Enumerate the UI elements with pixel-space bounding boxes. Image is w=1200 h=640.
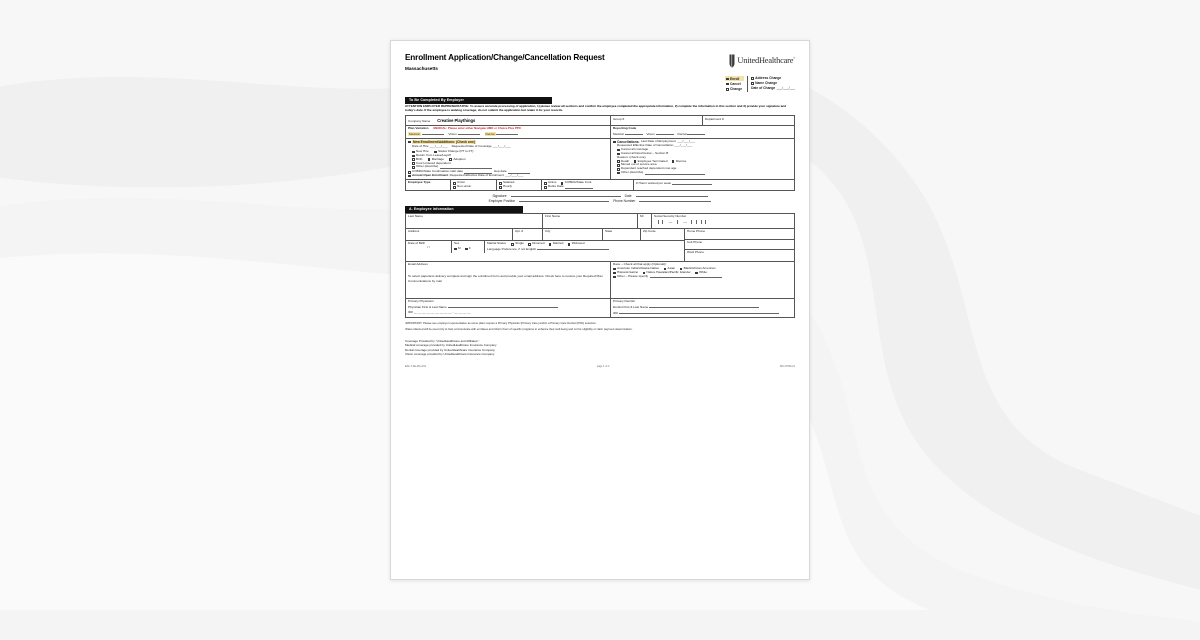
sex-cell[interactable] [452, 241, 485, 253]
dentist-id-input[interactable] [619, 311, 779, 314]
race-american-indian-label: American Indian/Alaska Native [616, 266, 660, 271]
employer-position-row [405, 199, 795, 204]
address-left-group [406, 229, 684, 261]
race-black-label: Black/African American [683, 266, 716, 271]
race-other-input[interactable] [650, 275, 722, 278]
retire-date-input[interactable] [565, 186, 593, 189]
plan-medical-label: Medical [409, 131, 420, 136]
new-hire-label: New Hire [415, 149, 429, 154]
non-union-checkbox[interactable] [453, 186, 456, 189]
birth-checkbox[interactable] [412, 158, 415, 161]
work-phone-cell[interactable] [685, 250, 794, 261]
reporting-medical-input[interactable] [625, 132, 643, 135]
secondary-action-column [747, 76, 795, 91]
date-of-hire-label: Date of Hire [412, 144, 429, 149]
name-row [406, 214, 794, 229]
hours-worked-input[interactable] [672, 181, 712, 184]
home-phone-label: Home Phone [687, 229, 706, 234]
email-label: Email Address [408, 262, 428, 267]
name-change-checkbox[interactable] [751, 82, 754, 85]
mi-label: MI [640, 214, 644, 219]
change-label: Change [729, 87, 743, 92]
language-input[interactable] [537, 247, 609, 250]
date-of-change-input[interactable]: ___/___/___ [776, 85, 795, 90]
moved-out-of-area-label: Moved out of service area [620, 162, 657, 167]
enroll-label: Enroll [729, 76, 740, 81]
form-page [390, 40, 810, 580]
requested-effective-cancellation-label: Requested Effective Date of Cancellation [617, 143, 674, 148]
race-hispanic-label: Hispanic/Latino [616, 270, 639, 275]
address-row [406, 229, 794, 262]
reporting-code-fields [613, 132, 792, 137]
death-label: Death [620, 158, 630, 163]
annual-open-enrollment-row [408, 174, 608, 178]
address-cell[interactable] [406, 229, 513, 240]
race-white-label: White [699, 270, 708, 275]
annual-open-enrollment-rest: Requested Effective Date of Enrollment [449, 173, 504, 178]
dob-input[interactable]: / / [427, 245, 430, 250]
cancel-other-checkbox[interactable] [617, 172, 620, 175]
ssn-dash-1: — [668, 219, 673, 224]
dependent-max-age-checkbox[interactable] [617, 168, 620, 171]
ssn-dash-2: — [683, 219, 687, 224]
reporting-dental-input[interactable] [687, 132, 705, 135]
zip-cell[interactable] [641, 229, 684, 240]
race-hispanic-checkbox[interactable] [613, 272, 616, 275]
attention-text: ATTENTION EMPLOYER REPRESENTATIVE: To assure accurate processing of application, 1) please review all sections and confirm the employee completed the appropriate information, 2) complete the information in this section and 3) provide your signature and today's date. If the employee is waiving coverage, do not submit the application but retain it for your records. [405, 104, 787, 113]
cobra-checkbox[interactable] [408, 171, 411, 174]
non-union-row [453, 185, 494, 189]
reporting-vision-input[interactable] [656, 132, 674, 135]
employee-type-label-cell [406, 180, 451, 190]
non-union-label: Non-union [456, 184, 472, 189]
cancellation-checkbox[interactable] [613, 141, 616, 144]
employee-type-row [406, 180, 794, 190]
plan-variation-cell [406, 126, 611, 138]
cancel-checkbox-row[interactable] [725, 82, 744, 87]
apt-label: Apt. # [515, 229, 524, 234]
marital-single-checkbox[interactable] [511, 243, 514, 246]
enrollment-cancellation-row [406, 139, 794, 180]
race-native-hawaiian-label: Native Hawaiian/Pacific Islander [646, 270, 691, 275]
primary-physician-heading: Primary Physician¹ [408, 299, 434, 304]
court-ordered-dependent-label: Court ordered dependent [415, 160, 451, 165]
providers-row [406, 299, 794, 317]
cobra-label: COBRA/State Continuation start date [411, 169, 464, 174]
divorce-label: Divorce [675, 158, 687, 163]
reason-row-4 [617, 171, 792, 175]
sex-label: Sex [454, 241, 460, 246]
company-name-value: Creative Playthings [437, 117, 476, 123]
primary-physician-cell [406, 299, 611, 317]
date-of-change-label: Date of Change [751, 85, 776, 90]
dentist-name-input[interactable] [649, 305, 759, 308]
date-of-change-row[interactable] [751, 86, 795, 90]
coverage-block [405, 339, 795, 357]
plan-medical-input[interactable] [422, 132, 444, 135]
last-date-employment-input[interactable]: ___/___/___ [677, 139, 696, 144]
email-cell[interactable] [406, 262, 611, 298]
race-other-label: Other – Please specify [616, 273, 649, 278]
change-checkbox[interactable] [726, 88, 729, 91]
marriage-label: Marriage [431, 156, 444, 161]
requested-coverage-input[interactable]: ___/___/___ [492, 144, 511, 149]
address-change-label: Address Change [755, 76, 782, 81]
brand-name [737, 56, 795, 67]
group-number-cell[interactable] [611, 116, 703, 124]
reason-label: Reason: (check one) [617, 154, 646, 159]
physician-id-label: ID# [408, 310, 413, 315]
address-change-checkbox[interactable] [751, 77, 754, 80]
dob-marital-row [406, 241, 684, 253]
ssn-digit-9[interactable] [702, 220, 707, 224]
last-name-label: Last Name [408, 214, 423, 219]
dob-label: Date of Birth [408, 241, 426, 246]
work-phone-label: Work Phone [687, 250, 704, 255]
employer-position-label: Employer Position [488, 198, 516, 203]
signature-input[interactable] [511, 194, 621, 197]
employee-terminated-label: Employee Terminated [637, 158, 668, 163]
race-asian-label: Asian [667, 266, 676, 271]
plan-variation-note: MEDICAL: Please enter either Navigate HMO or Choice Plus PPO [433, 125, 521, 130]
department-number-cell[interactable] [703, 116, 794, 124]
action-select-group [405, 76, 795, 91]
marital-divorced-checkbox[interactable] [528, 243, 531, 246]
plan-variation-row [406, 126, 794, 139]
state-cell[interactable] [603, 229, 641, 240]
company-name-label: Company Name [408, 118, 431, 123]
race-heading: Race – Check all that apply (Optional)² [613, 262, 667, 267]
death-checkbox[interactable] [617, 160, 620, 163]
employer-phone-input[interactable] [639, 199, 711, 202]
marital-married-label: Married [552, 241, 564, 246]
retire-date-row [544, 185, 631, 189]
registered-mark: ® [793, 56, 795, 60]
race-white-checkbox[interactable] [695, 272, 698, 275]
reporting-dental-label: Dental [677, 131, 687, 136]
physician-id-row [408, 311, 608, 315]
company-name-cell[interactable] [406, 116, 611, 124]
employee-info-bar: A. Employee Information [405, 206, 523, 213]
marital-widowed-label: Widowed [571, 241, 585, 246]
cancel-label: Cancel [729, 82, 741, 87]
paperless-note: To select paperless delivery complete and sign the enrollment form and provide your email address. Check here to receive your Required Plan Communications by mail [408, 274, 603, 283]
marital-divorced-label: Divorced [532, 241, 545, 246]
dependent-max-age-label: Dependent reached dependent max age [620, 166, 677, 171]
active-checkbox[interactable] [544, 182, 547, 185]
apt-cell[interactable] [513, 229, 543, 240]
employer-position-input[interactable] [519, 199, 609, 202]
department-number-label: Department # [705, 116, 724, 121]
reporting-vision-label: Vision [646, 131, 655, 136]
physician-name-input[interactable] [448, 305, 558, 308]
signature-row [405, 191, 795, 199]
race-other-checkbox[interactable] [613, 276, 616, 279]
primary-action-column [725, 76, 744, 91]
reporting-code-cell [611, 126, 794, 138]
city-cell[interactable] [543, 229, 603, 240]
cancel-listed-below-label: Cancel all listed below – Section B [620, 150, 669, 155]
annual-open-enrollment-label: Annual Open Enrollment [411, 173, 449, 178]
return-from-leave-label: Return from Leave/Layoff [415, 152, 451, 157]
last-date-employment-label: Last Date of Employment [640, 139, 676, 144]
page-title: Enrollment Application/Change/Cancellation Request [405, 53, 605, 62]
physician-name-label: Physician First & Last Name [408, 305, 447, 310]
change-checkbox-row[interactable] [725, 87, 744, 92]
first-name-label: First Name [545, 214, 561, 219]
sex-female-label: F [468, 246, 471, 251]
dentist-name-label: Dentist First & Last Name [613, 305, 649, 310]
cancellation-heading: Cancellations: [616, 140, 640, 145]
hours-worked-label: # Hours worked per week [636, 181, 672, 186]
plan-variation-label: Plan Variation [408, 125, 429, 130]
cell-phone-cell[interactable] [685, 240, 794, 250]
sex-male-checkbox[interactable] [454, 248, 457, 251]
cobra-state-cont-label: COBRA/State Cont. [564, 180, 593, 185]
employer-phone-label: Phone Number [613, 198, 636, 203]
new-enrollment-heading: New Enrollment/Additions: (Check one) [412, 140, 475, 145]
cancel-other-label: Other (describe) [620, 170, 644, 175]
footnote-1: ¹IMPORTANT. Please see employer representative as some plans require a Primary Physician (Primary Care) and/or a Primary Care Dentist (PCD) selection. [405, 322, 597, 326]
language-row [487, 247, 682, 252]
dentist-id-label: ID# [613, 311, 618, 316]
plan-vision-input[interactable] [458, 132, 480, 135]
enroll-checkbox[interactable] [726, 78, 729, 81]
group-number-label: Group # [613, 116, 625, 121]
sex-male-label: M [457, 246, 461, 251]
ssn-cell[interactable] [652, 214, 794, 228]
cobra-stop-label: stop date [493, 169, 507, 174]
signature-date-label: Date [624, 193, 632, 198]
cancel-checkbox[interactable] [726, 83, 729, 86]
address-change-row[interactable] [751, 76, 795, 80]
hourly-row [499, 185, 539, 189]
physician-id-input[interactable]: __ __ __ __ __ __ __ __ __ - __ __ __ __ [413, 310, 471, 315]
date-of-hire-input[interactable]: ___/___/___ [429, 144, 448, 149]
requested-coverage-label: Requested Date of Coverage [451, 144, 492, 149]
zip-label: Zip Code [643, 229, 656, 234]
new-hire-checkbox[interactable] [412, 151, 415, 154]
sex-female-checkbox[interactable] [465, 248, 468, 251]
company-row [406, 116, 794, 125]
address-label: Address [408, 229, 420, 234]
retire-date-checkbox[interactable] [544, 186, 547, 189]
plan-dental-label: Dental [485, 131, 495, 136]
home-phone-cell[interactable] [685, 229, 794, 240]
plan-variation-fields [408, 132, 608, 137]
cell-phone-label: Cell Phone [687, 240, 703, 245]
annual-open-enrollment-date-input[interactable]: ___/___/___ [505, 173, 524, 178]
document-footer [405, 365, 795, 368]
email-race-row [406, 262, 794, 298]
address-line-row [406, 229, 684, 241]
cancel-all-coverage-label: Cancel all coverage [620, 147, 649, 152]
divorce-checkbox[interactable] [672, 160, 675, 163]
marital-widowed-checkbox[interactable] [568, 243, 571, 246]
ssn-boxes[interactable] [654, 220, 792, 224]
active-label: Active [547, 180, 557, 185]
employee-type-status-cell [542, 180, 634, 190]
dentist-id-row [613, 311, 792, 316]
employer-section-bar: To Be Completed By Employer [405, 97, 552, 104]
salaried-label: Salaried [502, 180, 515, 185]
state-subtitle: Massachusetts [405, 65, 438, 71]
city-label: City [545, 229, 551, 234]
birth-label: Birth [415, 156, 423, 161]
employee-type-pay-cell [497, 180, 542, 190]
employee-type-label: Employee Type [408, 180, 431, 185]
cancellation-cell [611, 139, 794, 179]
name-change-row[interactable] [751, 81, 795, 85]
first-name-cell[interactable] [543, 214, 638, 228]
name-change-label: Name Change [755, 81, 778, 86]
employer-details-box [405, 115, 795, 191]
last-name-cell[interactable] [406, 214, 543, 228]
coverage-line-4: Vision coverage provided by UnitedHealthcare Insurance Company [405, 352, 495, 357]
marital-married-checkbox[interactable] [549, 243, 552, 246]
court-ordered-dependent-checkbox[interactable] [412, 162, 415, 165]
footer-reference-code: MS-37601/21 [779, 364, 795, 368]
signature-block [405, 191, 795, 204]
dentist-name-row [613, 305, 792, 310]
dob-cell[interactable] [406, 241, 452, 253]
footer-form-code: EAF-T-3E-MA-3/21 [405, 364, 427, 368]
race-american-indian-checkbox[interactable] [613, 268, 616, 271]
hours-worked-cell [634, 180, 794, 190]
plan-vision-label: Vision [448, 131, 457, 136]
cancel-other-input[interactable] [645, 172, 705, 175]
marital-status-label: Marital Status [487, 241, 506, 246]
marital-single-label: Single [515, 241, 524, 246]
new-enrollment-cell [406, 139, 611, 179]
union-label: Union [456, 180, 466, 185]
providers-box [405, 299, 795, 318]
salaried-checkbox[interactable] [499, 182, 502, 185]
phones-column [684, 229, 794, 261]
uhc-shield-icon [729, 54, 735, 68]
other-describe-label: Other (describe) [415, 164, 439, 169]
unitedhealthcare-logo [729, 54, 795, 68]
coverage-line-3: Dental coverage provided by UnitedHealthcare Insurance Company [405, 347, 495, 352]
signature-label: Signature [492, 193, 507, 198]
footer-page-number: page 1 of 4 [596, 364, 610, 368]
language-label: Language Preference, if not English [487, 247, 537, 252]
employee-type-union-cell [451, 180, 497, 190]
brand-text: UnitedHealthcare [737, 55, 794, 65]
union-checkbox[interactable] [453, 182, 456, 185]
marital-status-row [487, 242, 682, 246]
annual-open-enrollment-checkbox[interactable] [408, 175, 411, 178]
coverage-line-1: Coverage Provided by "UnitedHealthcare and Affiliates": [405, 338, 480, 343]
adoption-label: Adoption [453, 156, 466, 161]
signature-date-input[interactable] [636, 194, 708, 197]
status-change-label: Status Change (PT to FT) [438, 149, 474, 154]
retire-date-label: Retire Date [547, 184, 564, 189]
enroll-checkbox-row[interactable] [725, 76, 744, 81]
reporting-code-label: Reporting Code [613, 125, 637, 130]
return-from-leave-checkbox[interactable] [412, 155, 415, 158]
plan-dental-input[interactable] [496, 132, 518, 135]
ssn-label: Social Security Number [654, 214, 687, 219]
marital-language-cell [485, 241, 684, 253]
race-row-3 [613, 275, 792, 279]
sex-options [454, 247, 482, 251]
footnote-2: ²Data collected will be used only to help communicate with enrollees and inform them of specific programs to enhance their well-being and not for eligibility or claim payment determination. [405, 327, 633, 331]
primary-dentist-cell [611, 299, 794, 317]
reporting-medical-label: Medical [613, 131, 624, 136]
cancel-all-coverage-checkbox[interactable] [617, 149, 620, 152]
coverage-line-2: Medical coverage provided by UnitedHealthcare Insurance Company [405, 343, 497, 348]
form-header [405, 53, 795, 71]
other-describe-checkbox[interactable] [412, 166, 415, 169]
mi-cell[interactable] [638, 214, 652, 228]
hourly-checkbox[interactable] [499, 186, 502, 189]
hourly-label: Hourly [502, 184, 512, 189]
employee-info-box [405, 213, 795, 299]
race-cell [611, 262, 794, 298]
primary-dentist-heading: Primary Dentist¹ [613, 299, 636, 304]
state-label: State [605, 229, 613, 234]
new-enrollment-checkbox[interactable] [408, 141, 411, 144]
requested-effective-cancellation-input[interactable]: ___/___/___ [674, 143, 693, 148]
moved-out-of-area-checkbox[interactable] [617, 164, 620, 167]
